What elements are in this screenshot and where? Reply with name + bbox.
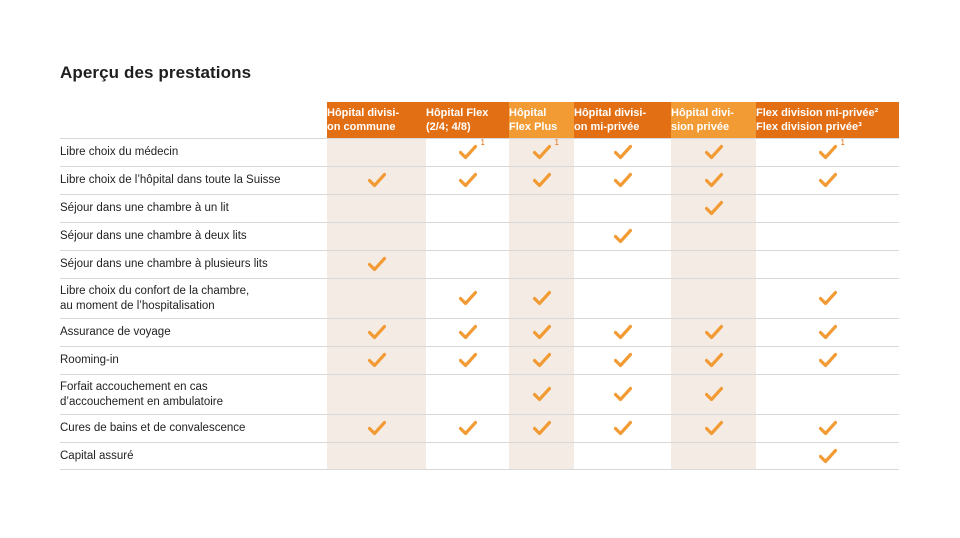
table-cell (756, 139, 899, 167)
checkmark-icon (533, 420, 551, 436)
table-cell (426, 251, 509, 279)
table-cell (327, 223, 426, 251)
table-cell (426, 279, 509, 319)
column-header: Hôpital Flex Plus (509, 102, 574, 139)
table-cell (671, 415, 756, 443)
table-row (60, 223, 899, 251)
table-cell (671, 347, 756, 375)
row-label: Libre choix du confort de la chambre, au moment de l’hospitalisation (60, 279, 327, 319)
checkmark-icon (705, 386, 723, 402)
table-row (60, 279, 899, 319)
table-cell (509, 223, 574, 251)
footnote-marker: 1 (840, 138, 845, 148)
table-cell (671, 195, 756, 223)
table-cell (756, 375, 899, 415)
checkmark-icon (705, 352, 723, 368)
table-cell (327, 415, 426, 443)
checkmark-icon (368, 352, 386, 368)
checkmark-icon (819, 420, 837, 436)
table-row (60, 195, 899, 223)
table-cell (509, 167, 574, 195)
table-cell (574, 319, 671, 347)
table-cell (756, 251, 899, 279)
row-label: Libre choix de l’hôpital dans toute la Suisse (60, 167, 327, 195)
page-title: Aperçu des prestations (60, 63, 252, 82)
checkmark-icon (459, 138, 485, 160)
table-cell (756, 319, 899, 347)
column-header: Hôpital Flex (2/4; 4/8) (426, 102, 509, 139)
checkmark-icon (533, 290, 551, 306)
checkmark-icon (614, 420, 632, 436)
table-row (60, 319, 899, 347)
table-cell (574, 347, 671, 375)
table-cell (327, 347, 426, 375)
row-label: Libre choix du médecin (60, 139, 327, 167)
checkmark-icon (533, 352, 551, 368)
table-cell (509, 319, 574, 347)
table-cell (671, 251, 756, 279)
table-row (60, 415, 899, 443)
checkmark-icon (459, 420, 477, 436)
table-cell (327, 443, 426, 470)
table-cell (509, 443, 574, 470)
row-label: Cures de bains et de convalescence (60, 415, 327, 443)
checkmark-icon (705, 200, 723, 216)
checkmark-icon (459, 352, 477, 368)
table-row (60, 167, 899, 195)
checkmark-icon (614, 144, 632, 160)
checkmark-icon (705, 144, 723, 160)
table-cell (671, 443, 756, 470)
table-row (60, 347, 899, 375)
table-cell (671, 139, 756, 167)
table-cell (671, 167, 756, 195)
table-cell (509, 347, 574, 375)
column-header: Hôpital divisi- on commune (327, 102, 426, 139)
table-cell (327, 279, 426, 319)
checkmark-icon (533, 138, 559, 160)
row-label: Forfait accouchement en cas d’accouchement en ambulatoire (60, 375, 327, 415)
table-row (60, 443, 899, 470)
table-cell (756, 279, 899, 319)
column-header: Hôpital divisi- on mi-privée (574, 102, 671, 139)
checkmark-icon (705, 324, 723, 340)
table-cell (574, 279, 671, 319)
checkmark-icon (368, 324, 386, 340)
checkmark-icon (614, 172, 632, 188)
table-cell (574, 195, 671, 223)
table-cell (756, 415, 899, 443)
table-cell (671, 223, 756, 251)
checkmark-icon (459, 324, 477, 340)
checkmark-icon (614, 352, 632, 368)
checkmark-icon (368, 420, 386, 436)
table-cell (509, 375, 574, 415)
row-label: Séjour dans une chambre à un lit (60, 195, 327, 223)
checkmark-icon (459, 290, 477, 306)
table-cell (426, 195, 509, 223)
table-cell (327, 375, 426, 415)
checkmark-icon (705, 420, 723, 436)
row-label: Assurance de voyage (60, 319, 327, 347)
checkmark-icon (819, 324, 837, 340)
column-header: Hôpital divi- sion privée (671, 102, 756, 139)
table-cell (671, 319, 756, 347)
table-cell (671, 279, 756, 319)
table-cell (426, 375, 509, 415)
table-cell (574, 167, 671, 195)
table-cell (327, 251, 426, 279)
checkmark-icon (819, 448, 837, 464)
table-row (60, 139, 899, 167)
table-cell (327, 195, 426, 223)
table-cell (509, 195, 574, 223)
row-label: Capital assuré (60, 443, 327, 470)
checkmark-icon (533, 386, 551, 402)
benefits-table (60, 102, 899, 470)
table-cell (574, 251, 671, 279)
row-label: Séjour dans une chambre à deux lits (60, 223, 327, 251)
table-cell (671, 375, 756, 415)
row-label: Séjour dans une chambre à plusieurs lits (60, 251, 327, 279)
row-label: Rooming-in (60, 347, 327, 375)
checkmark-icon (614, 386, 632, 402)
checkmark-icon (705, 172, 723, 188)
table-row (60, 251, 899, 279)
checkmark-icon (368, 256, 386, 272)
table-cell (509, 251, 574, 279)
checkmark-icon (459, 172, 477, 188)
table-cell (426, 347, 509, 375)
table-cell (574, 139, 671, 167)
checkmark-icon (614, 324, 632, 340)
table-cell (327, 139, 426, 167)
table-cell (327, 319, 426, 347)
table-cell (756, 443, 899, 470)
table-cell (756, 347, 899, 375)
checkmark-icon (819, 172, 837, 188)
checkmark-icon (614, 228, 632, 244)
header-row (60, 102, 899, 139)
footnote-marker: 1 (480, 138, 485, 148)
column-header: Flex division mi-privée² Flex division privée³ (756, 102, 899, 139)
table-cell (509, 415, 574, 443)
table-cell (756, 167, 899, 195)
checkmark-icon (819, 290, 837, 306)
table-cell (426, 223, 509, 251)
table-row (60, 375, 899, 415)
header-corner (60, 102, 327, 139)
table-cell (756, 223, 899, 251)
table-cell (426, 443, 509, 470)
footnote-marker: 1 (554, 138, 559, 148)
table-cell (426, 139, 509, 167)
checkmark-icon (533, 324, 551, 340)
table-cell (574, 415, 671, 443)
table-cell (574, 443, 671, 470)
table-cell (426, 167, 509, 195)
table-cell (509, 279, 574, 319)
table-cell (509, 139, 574, 167)
table-cell (574, 375, 671, 415)
table-cell (426, 319, 509, 347)
checkmark-icon (533, 172, 551, 188)
checkmark-icon (819, 138, 845, 160)
checkmark-icon (368, 172, 386, 188)
table-cell (574, 223, 671, 251)
table-cell (756, 195, 899, 223)
checkmark-icon (819, 352, 837, 368)
table-cell (426, 415, 509, 443)
table-cell (327, 167, 426, 195)
